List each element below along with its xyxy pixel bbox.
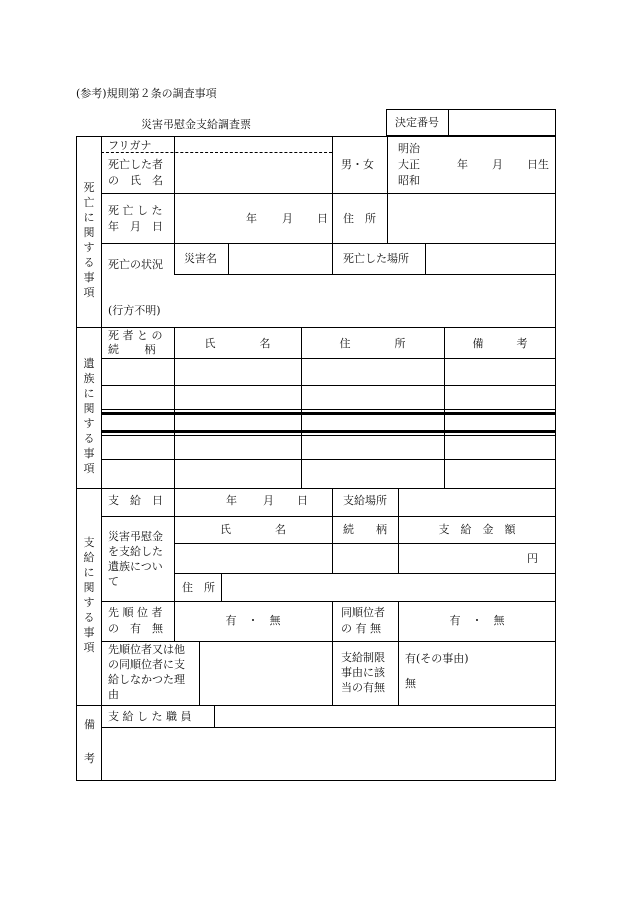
same-rank-label-2: の 有 無 <box>341 622 381 635</box>
yen-label: 円 <box>527 552 538 565</box>
remarks-field[interactable] <box>106 731 551 777</box>
pay-day-label: 日 <box>297 494 308 507</box>
birth-year-label: 年 <box>457 158 468 171</box>
prior-rank-label: 先 順 位 者 <box>108 606 163 619</box>
section-deceased-label: 死 亡 に 関 す る 事 項 <box>83 181 95 299</box>
restriction-label-3: 当の有無 <box>341 681 385 694</box>
pay-year-label: 年 <box>226 494 237 507</box>
disaster-name-field[interactable] <box>233 248 328 270</box>
non-payment-reason-field[interactable] <box>204 645 328 701</box>
decision-number-field[interactable] <box>452 112 552 134</box>
death-month-label: 月 <box>282 212 293 225</box>
section-payment-label: 支 給 に 関 す る 事 項 <box>83 536 95 654</box>
era-showa: 昭和 <box>398 174 420 187</box>
bereaved-address-header: 住 所 <box>339 337 406 350</box>
recipient-label: 災害弔慰金 <box>108 530 163 543</box>
restriction-label-2: 事由に該 <box>341 666 385 679</box>
recipient-address-field[interactable] <box>226 576 551 598</box>
furigana-label: フリガナ <box>108 139 152 152</box>
relation-header-2: 続 柄 <box>108 343 156 356</box>
reference-note: (参考)規則第２条の調査事項 <box>76 87 217 100</box>
payment-date-label: 支 給 日 <box>108 494 163 507</box>
death-place-field[interactable] <box>430 248 550 270</box>
payment-place-label: 支給場所 <box>343 494 387 507</box>
recipient-address-label: 住 所 <box>182 581 215 594</box>
bereaved-row[interactable] <box>104 462 172 486</box>
missing-label: (行方不明) <box>108 304 161 317</box>
non-payment-reason-label-3: 給しなかつた理 <box>108 673 185 686</box>
bereaved-row[interactable] <box>104 361 172 383</box>
prior-rank-label-2: の 有 無 <box>108 622 163 635</box>
section-bereaved-label: 遺 族 に 関 す る 事 項 <box>83 357 95 475</box>
deceased-address-label: 住 所 <box>343 212 376 225</box>
bereaved-name-header: 氏 名 <box>204 337 271 350</box>
furigana-field[interactable] <box>178 139 328 151</box>
deceased-name-label-2: の 氏 名 <box>108 174 163 187</box>
circumstance-field[interactable] <box>180 279 550 323</box>
same-rank-label: 同順位者 <box>341 606 385 619</box>
restriction-label: 支給制限 <box>341 651 385 664</box>
death-place-label: 死亡した場所 <box>343 252 409 265</box>
recipient-name-header: 氏 名 <box>220 523 286 536</box>
bereaved-remarks-header: 備 考 <box>472 337 528 350</box>
bereaved-row[interactable] <box>104 438 172 457</box>
decision-number-label: 決定番号 <box>395 116 439 129</box>
payment-amount-field[interactable] <box>402 546 522 570</box>
era-taisho: 大正 <box>398 158 420 171</box>
deceased-name-field[interactable] <box>178 156 328 190</box>
section-remarks-label-2: 考 <box>84 752 95 765</box>
death-date-label: 死 亡 し た <box>108 204 163 217</box>
era-meiji: 明治 <box>398 142 420 155</box>
restriction-yes-option[interactable]: 有(その事由) <box>405 652 469 665</box>
paying-staff-label: 支 給 し た 職 員 <box>108 710 192 723</box>
form-title: 災害弔慰金支給調査票 <box>141 118 251 131</box>
non-payment-reason-label-2: の同順位者に支 <box>108 658 185 671</box>
recipient-relation-header: 続 柄 <box>343 523 387 536</box>
non-payment-reason-label-4: 由 <box>108 688 119 701</box>
recipient-label-4: て <box>108 575 119 588</box>
birth-month-label: 月 <box>492 158 503 171</box>
birth-day-label: 日生 <box>527 158 549 171</box>
restriction-no-option[interactable]: 無 <box>405 677 416 690</box>
pay-month-label: 月 <box>263 494 274 507</box>
relation-header: 死 者 と の <box>108 329 163 342</box>
same-rank-select[interactable]: 有 ・ 無 <box>449 614 505 627</box>
death-date-label-2: 年 月 日 <box>108 220 163 233</box>
gender-select[interactable]: 男・女 <box>341 158 374 171</box>
recipient-label-3: 遺族につい <box>108 560 163 573</box>
payment-place-field[interactable] <box>403 491 551 513</box>
prior-rank-select[interactable]: 有 ・ 無 <box>225 614 281 627</box>
death-year-label: 年 <box>246 212 257 225</box>
death-circumstance-label: 死亡の状況 <box>108 258 163 271</box>
death-day-label: 日 <box>317 212 328 225</box>
paying-staff-field[interactable] <box>219 707 551 725</box>
section-remarks-label: 備 <box>84 718 95 731</box>
deceased-address-field[interactable] <box>392 198 550 238</box>
recipient-label-2: を支給した <box>108 545 163 558</box>
deceased-name-label: 死亡した者 <box>108 158 163 171</box>
recipient-name-field[interactable] <box>178 546 328 570</box>
disaster-name-label: 災害名 <box>184 252 217 265</box>
bereaved-row[interactable] <box>104 388 172 407</box>
payment-amount-header: 支 給 金 額 <box>438 523 516 536</box>
non-payment-reason-label: 先順位者又は他 <box>108 643 185 656</box>
recipient-relation-field[interactable] <box>336 546 394 570</box>
